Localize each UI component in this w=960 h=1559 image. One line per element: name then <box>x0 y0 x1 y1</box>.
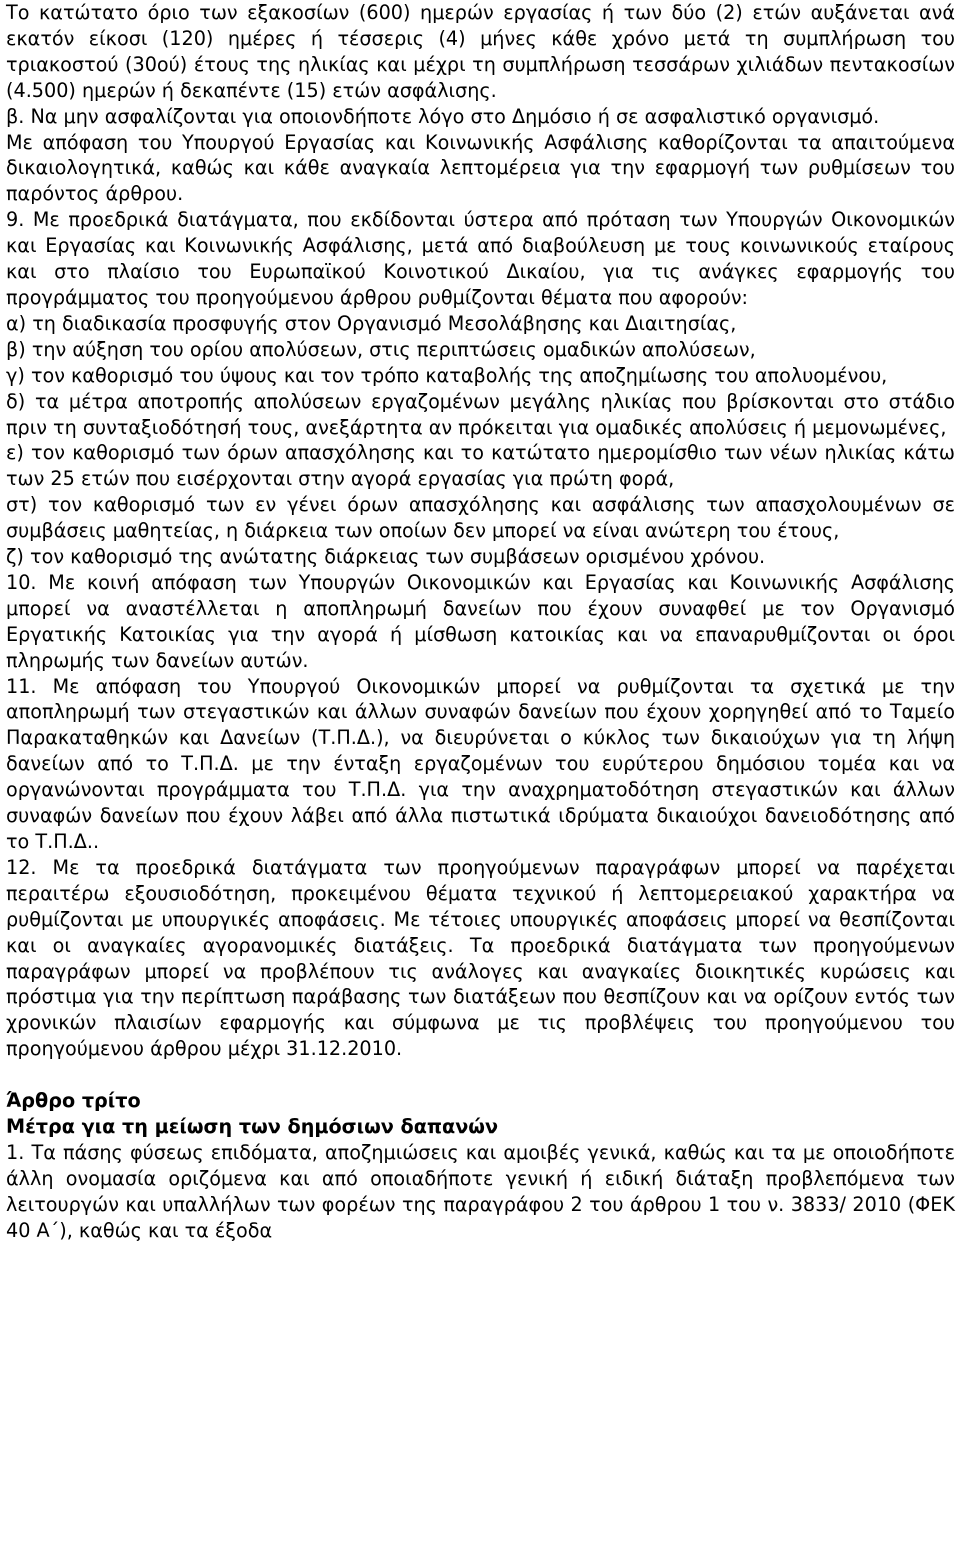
list-item-z: ζ) τον καθορισμό της ανώτατης διάρκειας των συμβάσεων ορισμένου χρόνου. <box>6 545 766 569</box>
paragraph-ministerial-decision: Με απόφαση του Υπουργού Εργασίας και Κοινωνικής Ασφάλισης καθορίζονται τα απαιτούμενα δικαιολογητικά, καθώς και κάθε αναγκαία λεπτομέρεια για την εφαρμογή των ρυθμίσεων του παρόντος άρθρου. <box>6 130 955 206</box>
article-subtitle: Μέτρα για τη μείωση των δημόσιων δαπανών <box>6 1115 499 1139</box>
list-item-e: ε) τον καθορισμό των όρων απασχόλησης και το κατώτατο ημερομίσθιο των νέων ηλικίας κάτω των 25 ετών που εισέρχονται στην αγορά εργασίας για πρώτη φορά, <box>6 441 955 491</box>
article-section <box>6 1088 955 1243</box>
article-paragraph-1: 1. Τα πάσης φύσεως επιδόματα, αποζημιώσεις και αμοιβές γενικά, καθώς και τα με οποιοδήποτε άλλη ονομασία οριζόμενα και από οποιαδήποτε γενική ή ειδική διάταξη προβλεπόμενα των λειτουργών και υπαλλήλων των φορέων της παραγράφου 2 του άρθρου 1 του ν. 3833/ 2010 (ΦΕΚ 40 Α΄), καθώς και τα έξοδα <box>6 1140 955 1242</box>
paragraph-12: 12. Με τα προεδρικά διατάγματα των προηγούμενων παραγράφων μπορεί να παρέχεται περαιτέρω εξουσιοδότηση, προκειμένου θέματα τεχνικού ή λεπτομερειακού χαρακτήρα να ρυθμίζονται με υπουργικές αποφάσεις. Με τέτοιες υπουργικές αποφάσεις μπορεί να θεσπίζονται και οι αναγκαίες αγορανομικές διατάξεις. Τα προεδρικά διατάγματα των προηγούμενων παραγράφων μπορεί να προβλέπουν τις ανάλογες και αναγκαίες διοικητικές κυρώσεις και πρόστιμα για την περίπτωση παράβασης των διατάξεων που θεσπίζουν και να ορίζουν εντός των χρονικών πλαισίων εφαρμογής και σύμφωνα με τις προβλέψεις του προηγούμενου του προηγούμενου άρθρου μέχρι 31.12.2010. <box>6 855 955 1061</box>
paragraph-9: 9. Με προεδρικά διατάγματα, που εκδίδονται ύστερα από πρόταση των Υπουργών Οικονομικών και Εργασίας και Κοινωνικής Ασφάλισης, μετά από διαβούλευση με τους κοινωνικούς εταίρους και στο πλαίσιο του Ευρωπαϊκού Κοινοτικού Δικαίου, για τις ανάγκες εφαρμογής του προγράμματος του προηγούμενου άρθρου ρυθμίζονται θέματα που αφορούν: <box>6 208 955 309</box>
list-item-st: στ) τον καθορισμό των εν γένει όρων απασχόλησης και ασφάλισης των απασχολουμένων σε συμβάσεις μαθητείας, η διάρκεια των οποίων δεν μπορεί να είναι ανώτερη του έτους, <box>6 493 955 543</box>
paragraph-10: 10. Με κοινή απόφαση των Υπουργών Οικονομικών και Εργασίας και Κοινωνικής Ασφάλισης μπορεί να αναστέλλεται η αποπληρωμή δανείων που έχουν συναφθεί με τον Οργανισμό Εργατικής Κατοικίας για την αγορά ή μίσθωση κατοικίας και να επαναρυθμίζονται οι όροι πληρωμής των δανείων αυτών. <box>6 570 955 672</box>
section-spacer <box>6 1062 955 1088</box>
list-item-a: α) τη διαδικασία προσφυγής στον Οργανισμό Μεσολάβησης και Διαιτησίας, <box>6 311 737 335</box>
paragraph-11: 11. Με απόφαση του Υπουργού Οικονομικών μπορεί να ρυθμίζονται τα σχετικά με την αποπληρωμή των στεγαστικών και άλλων συναφών δανείων που έχουν χορηγηθεί από το Ταμείο Παρακαταθηκών και Δανείων (Τ.Π.Δ.), να διευρύνεται ο κύκλος των δικαιούχων για τη λήψη δανείων από το Τ.Π.Δ. με την ένταξη εργαζομένων του ευρύτερου δημόσιου τομέα και να οργανώνονται προγράμματα του Τ.Π.Δ. για την αναχρηματοδότηση στεγαστικών και άλλων συναφών δανείων που έχουν λάβει από άλλα πιστωτικά ιδρύματα δικαιούχοι δανειοδότησης από το Τ.Π.Δ.. <box>6 674 955 853</box>
paragraph-block-top <box>6 0 955 1062</box>
paragraph-minimum-days: Το κατώτατο όριο των εξακοσίων (600) ημερών εργασίας ή των δύο (2) ετών αυξάνεται ανά εκατόν είκοσι (120) ημέρες ή τέσσερις (4) μήνες κάθε χρόνο μετά τη συμπλήρωση του τριακοστού (30ού) έτους της ηλικίας και μέχρι τη συμπλήρωση τεσσάρων χιλιάδων πεντακοσίων (4.500) ημερών ή δεκαπέντε (15) ετών ασφάλισης. <box>6 1 955 102</box>
list-item-b: β) την αύξηση του ορίου απολύσεων, στις περιπτώσεις ομαδικών απολύσεων, <box>6 337 756 361</box>
paragraph-item-b: β. Να μην ασφαλίζονται για οποιονδήποτε λόγο στο Δημόσιο ή σε ασφαλιστικό οργανισμό. <box>6 104 880 128</box>
list-item-d: δ) τα μέτρα αποτροπής απολύσεων εργαζομένων μεγάλης ηλικίας που βρίσκονται στο στάδιο πριν τη συνταξιοδότησή τους, ανεξάρτητα αν πρόκειται για ομαδικές απολύσεις ή μεμονωμένες, <box>6 389 955 439</box>
list-item-c: γ) τον καθορισμό του ύψους και τον τρόπο καταβολής της αποζημίωσης του απολυομένου, <box>6 363 888 387</box>
article-title: Άρθρο τρίτο <box>6 1089 141 1113</box>
